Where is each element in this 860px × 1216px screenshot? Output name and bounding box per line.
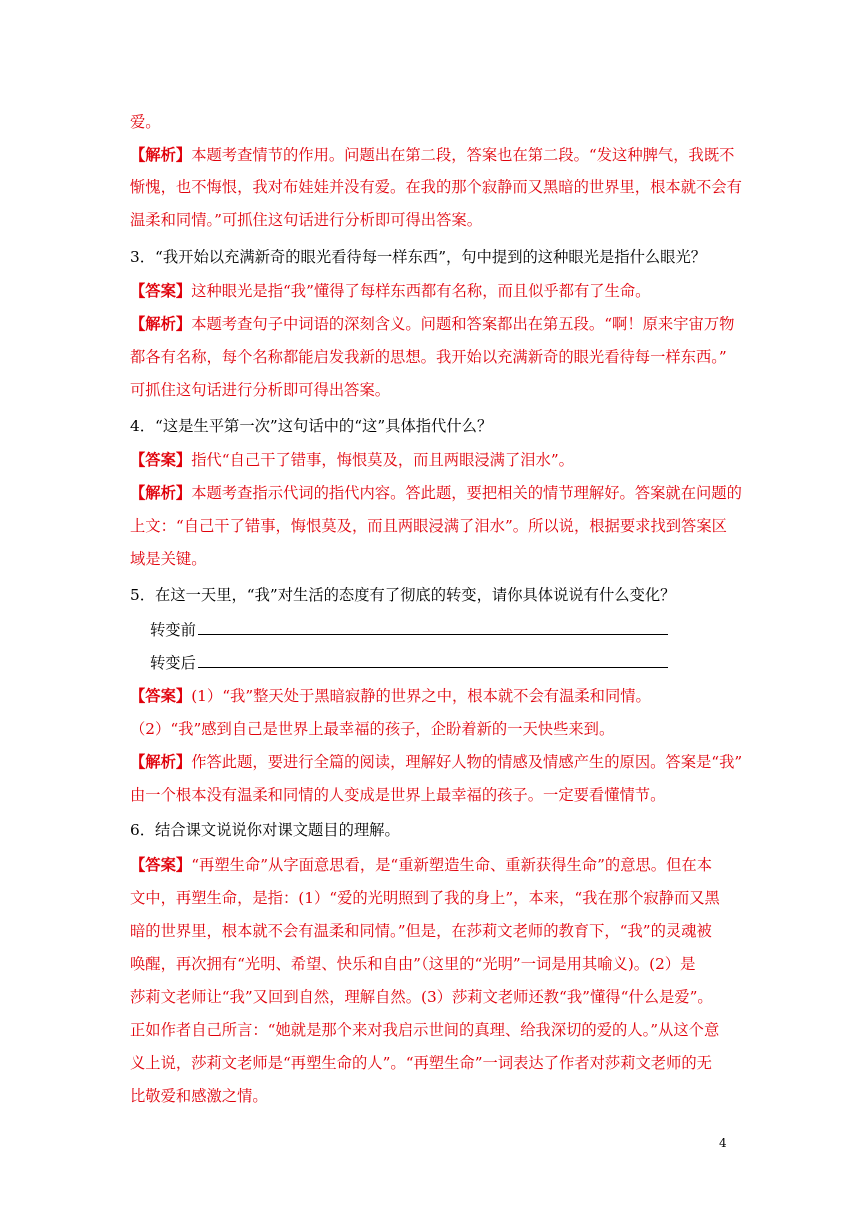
answer-5-line: （2）“我”感到自己是世界上最幸福的孩子，企盼着新的一天快些来到。 xyxy=(130,720,615,738)
after-change-label: 转变后 xyxy=(150,654,196,672)
answer-5-line: 【答案】(1）“我”整天处于黑暗寂静的世界之中，根本就不会有温柔和同情。 xyxy=(130,687,651,705)
before-change-blank[interactable] xyxy=(198,620,668,635)
analysis-3-line: 【解析】本题考查句子中词语的深刻含义。问题和答案都出在第五段。“啊！原来宇宙万物 xyxy=(130,315,735,333)
answer-6-line: 比敬爱和感激之情。 xyxy=(130,1087,268,1105)
answer-3: 【答案】这种眼光是指“我”懂得了每样东西都有名称，而且似乎都有了生命。 xyxy=(130,282,651,300)
answer-6-line: 【答案】“再塑生命”从字面意思看，是“重新塑造生命、重新获得生命”的意思。但在本 xyxy=(130,856,712,874)
question-4: 4．“这是生平第一次”这句话中的“这”具体指代什么？ xyxy=(130,417,493,435)
analysis-3-line: 可抓住这句话进行分析即可得出答案。 xyxy=(130,381,391,399)
answer-6-line: 义上说，莎莉文老师是“再塑生命的人”。“再塑生命”一词表达了作者对莎莉文老师的无 xyxy=(130,1054,712,1072)
label-tag: 【答案】 xyxy=(130,687,192,705)
answer-6-line: 暗的世界里，根本就不会有温柔和同情。”但是，在莎莉文老师的教育下，“我”的灵魂被 xyxy=(130,922,712,940)
answer-6-line: 文中，再塑生命，是指：(1）“爱的光明照到了我的身上”，本来，“我在那个寂静而又黑 xyxy=(130,889,720,907)
page-number: 4 xyxy=(719,1136,727,1150)
label-tag: 【解析】 xyxy=(130,484,192,502)
label-tag: 【解析】 xyxy=(130,146,192,164)
label-tag: 【答案】 xyxy=(130,282,192,300)
analysis-line: 温柔和同情。”可抓住这句话进行分析即可得出答案。 xyxy=(130,211,482,229)
analysis-line: 【解析】本题考查情节的作用。问题出在第二段，答案也在第二段。“发这种脾气，我既不 xyxy=(130,146,735,164)
label-tag: 【答案】 xyxy=(130,451,192,469)
answer-4: 【答案】指代“自己干了错事，悔恨莫及，而且两眼浸满了泪水”。 xyxy=(130,451,574,469)
answer-6-line: 莎莉文老师让“我”又回到自然，理解自然。(3）莎莉文老师还教“我”懂得“什么是爱”。 xyxy=(130,988,713,1006)
after-change-blank[interactable] xyxy=(198,653,668,668)
answer-6-line: 唤醒，再次拥有“光明、希望、快乐和自由”（这里的“光明”一词是用其喻义)。(2）是 xyxy=(130,955,696,973)
answer-text-line: 爱。 xyxy=(130,113,161,131)
label-tag: 【答案】 xyxy=(130,856,192,874)
analysis-4-line: 【解析】本题考查指示代词的指代内容。答此题，要把相关的情节理解好。答案就在问题的 xyxy=(130,484,742,502)
label-tag: 【解析】 xyxy=(130,753,192,771)
question-3: 3．“我开始以充满新奇的眼光看待每一样东西”，句中提到的这种眼光是指什么眼光？ xyxy=(130,248,707,266)
answer-6-line: 正如作者自己所言：“她就是那个来对我启示世间的真理、给我深切的爱的人。”从这个意 xyxy=(130,1021,720,1039)
before-change-row xyxy=(150,620,752,640)
analysis-5-line: 【解析】作答此题，要进行全篇的阅读，理解好人物的情感及情感产生的原因。答案是“我” xyxy=(130,753,743,771)
label-tag: 【解析】 xyxy=(130,315,192,333)
question-6: 6．结合课文说说你对课文题目的理解。 xyxy=(130,821,400,839)
analysis-4-line: 上文：“自己干了错事，悔恨莫及，而且两眼浸满了泪水”。所以说，根据要求找到答案区 xyxy=(130,517,727,535)
analysis-line: 惭愧，也不悔恨，我对布娃娃并没有爱。在我的那个寂静而又黑暗的世界里，根本就不会有 xyxy=(130,178,742,196)
analysis-4-line: 域是关键。 xyxy=(130,550,207,568)
analysis-5-line: 由一个根本没有温柔和同情的人变成是世界上最幸福的孩子。一定要看懂情节。 xyxy=(130,786,666,804)
after-change-row xyxy=(150,653,752,673)
before-change-label: 转变前 xyxy=(150,621,196,639)
question-5: 5．在这一天里，“我”对生活的态度有了彻底的转变，请你具体说说有什么变化？ xyxy=(130,586,676,604)
analysis-3-line: 都各有名称，每个名称都能启发我新的思想。我开始以充满新奇的眼光看待每一样东西。” xyxy=(130,348,727,366)
